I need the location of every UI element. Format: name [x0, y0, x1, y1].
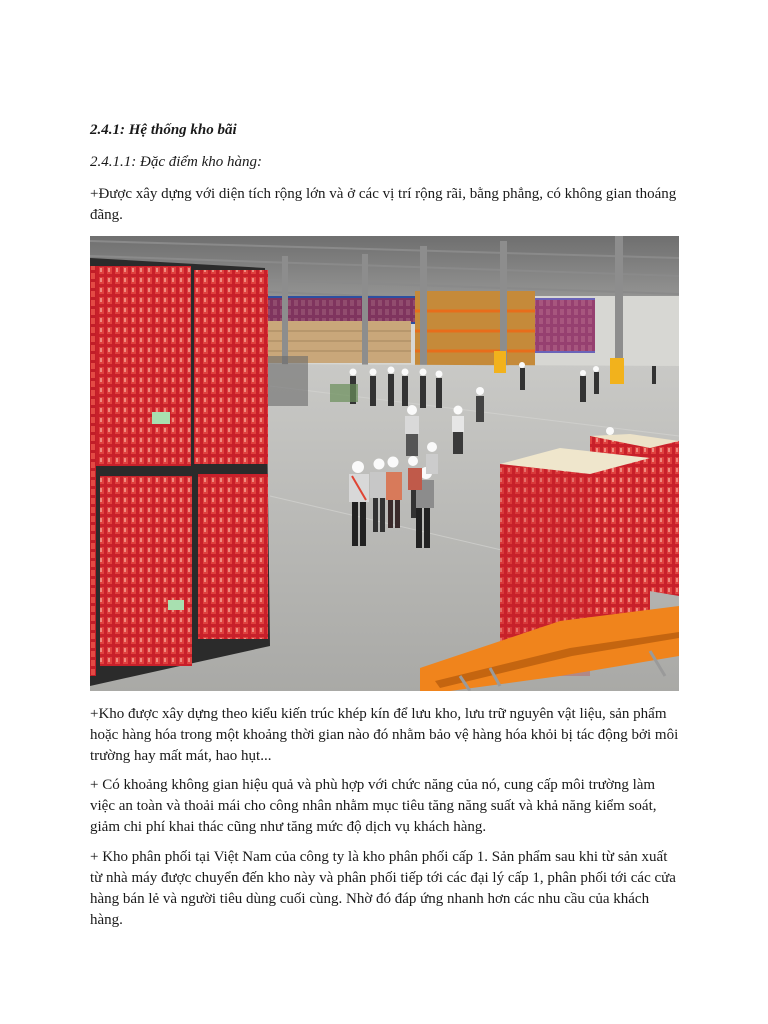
left-pallet-stack — [90, 258, 270, 686]
paragraph-3: + Có khoảng không gian hiệu quả và phù hợp với chức năng của nó, cung cấp môi trường làm việc an toàn và thoải mái cho công nhân nhằm mục tiêu tăng năng suất và khả năng kiểm soát, giảm chi phí khai thác cũng như tăng mức độ dịch vụ khách hàng. — [90, 777, 657, 835]
paragraph-1: +Được xây dựng với diện tích rộng lớn và ở các vị trí rộng rãi, bằng phẳng, có không gian thoáng đãng. — [90, 186, 677, 223]
section-heading: 2.4.1: Hệ thống kho bãi — [90, 122, 237, 138]
paragraph-4: + Kho phân phối tại Việt Nam của công ty là kho phân phối cấp 1. Sản phẩm sau khi từ sản xuất từ nhà máy được chuyển đến kho này và phân phối tiếp tới các đại lý cấp 1, phân phối tới các cửa hàng bán lẻ và người tiêu dùng cuối cùng. Nhờ đó đáp ứng nhanh hơn các nhu cầu của khách hàng. — [90, 849, 676, 928]
warehouse-photo — [90, 236, 679, 691]
warehouse-illustration — [90, 236, 679, 691]
section-subheading: 2.4.1.1: Đặc điểm kho hàng: — [90, 154, 263, 170]
paragraph-2: +Kho được xây dựng theo kiểu kiến trúc khép kín để lưu kho, lưu trữ nguyên vật liệu, sản phẩm hoặc hàng hóa trong một khoảng thời gian nào đó nhằm bảo vệ hàng hóa khỏi bị tác động bởi môi trường hay mất mát, hao hụt... — [90, 706, 679, 764]
forklift — [268, 356, 308, 406]
